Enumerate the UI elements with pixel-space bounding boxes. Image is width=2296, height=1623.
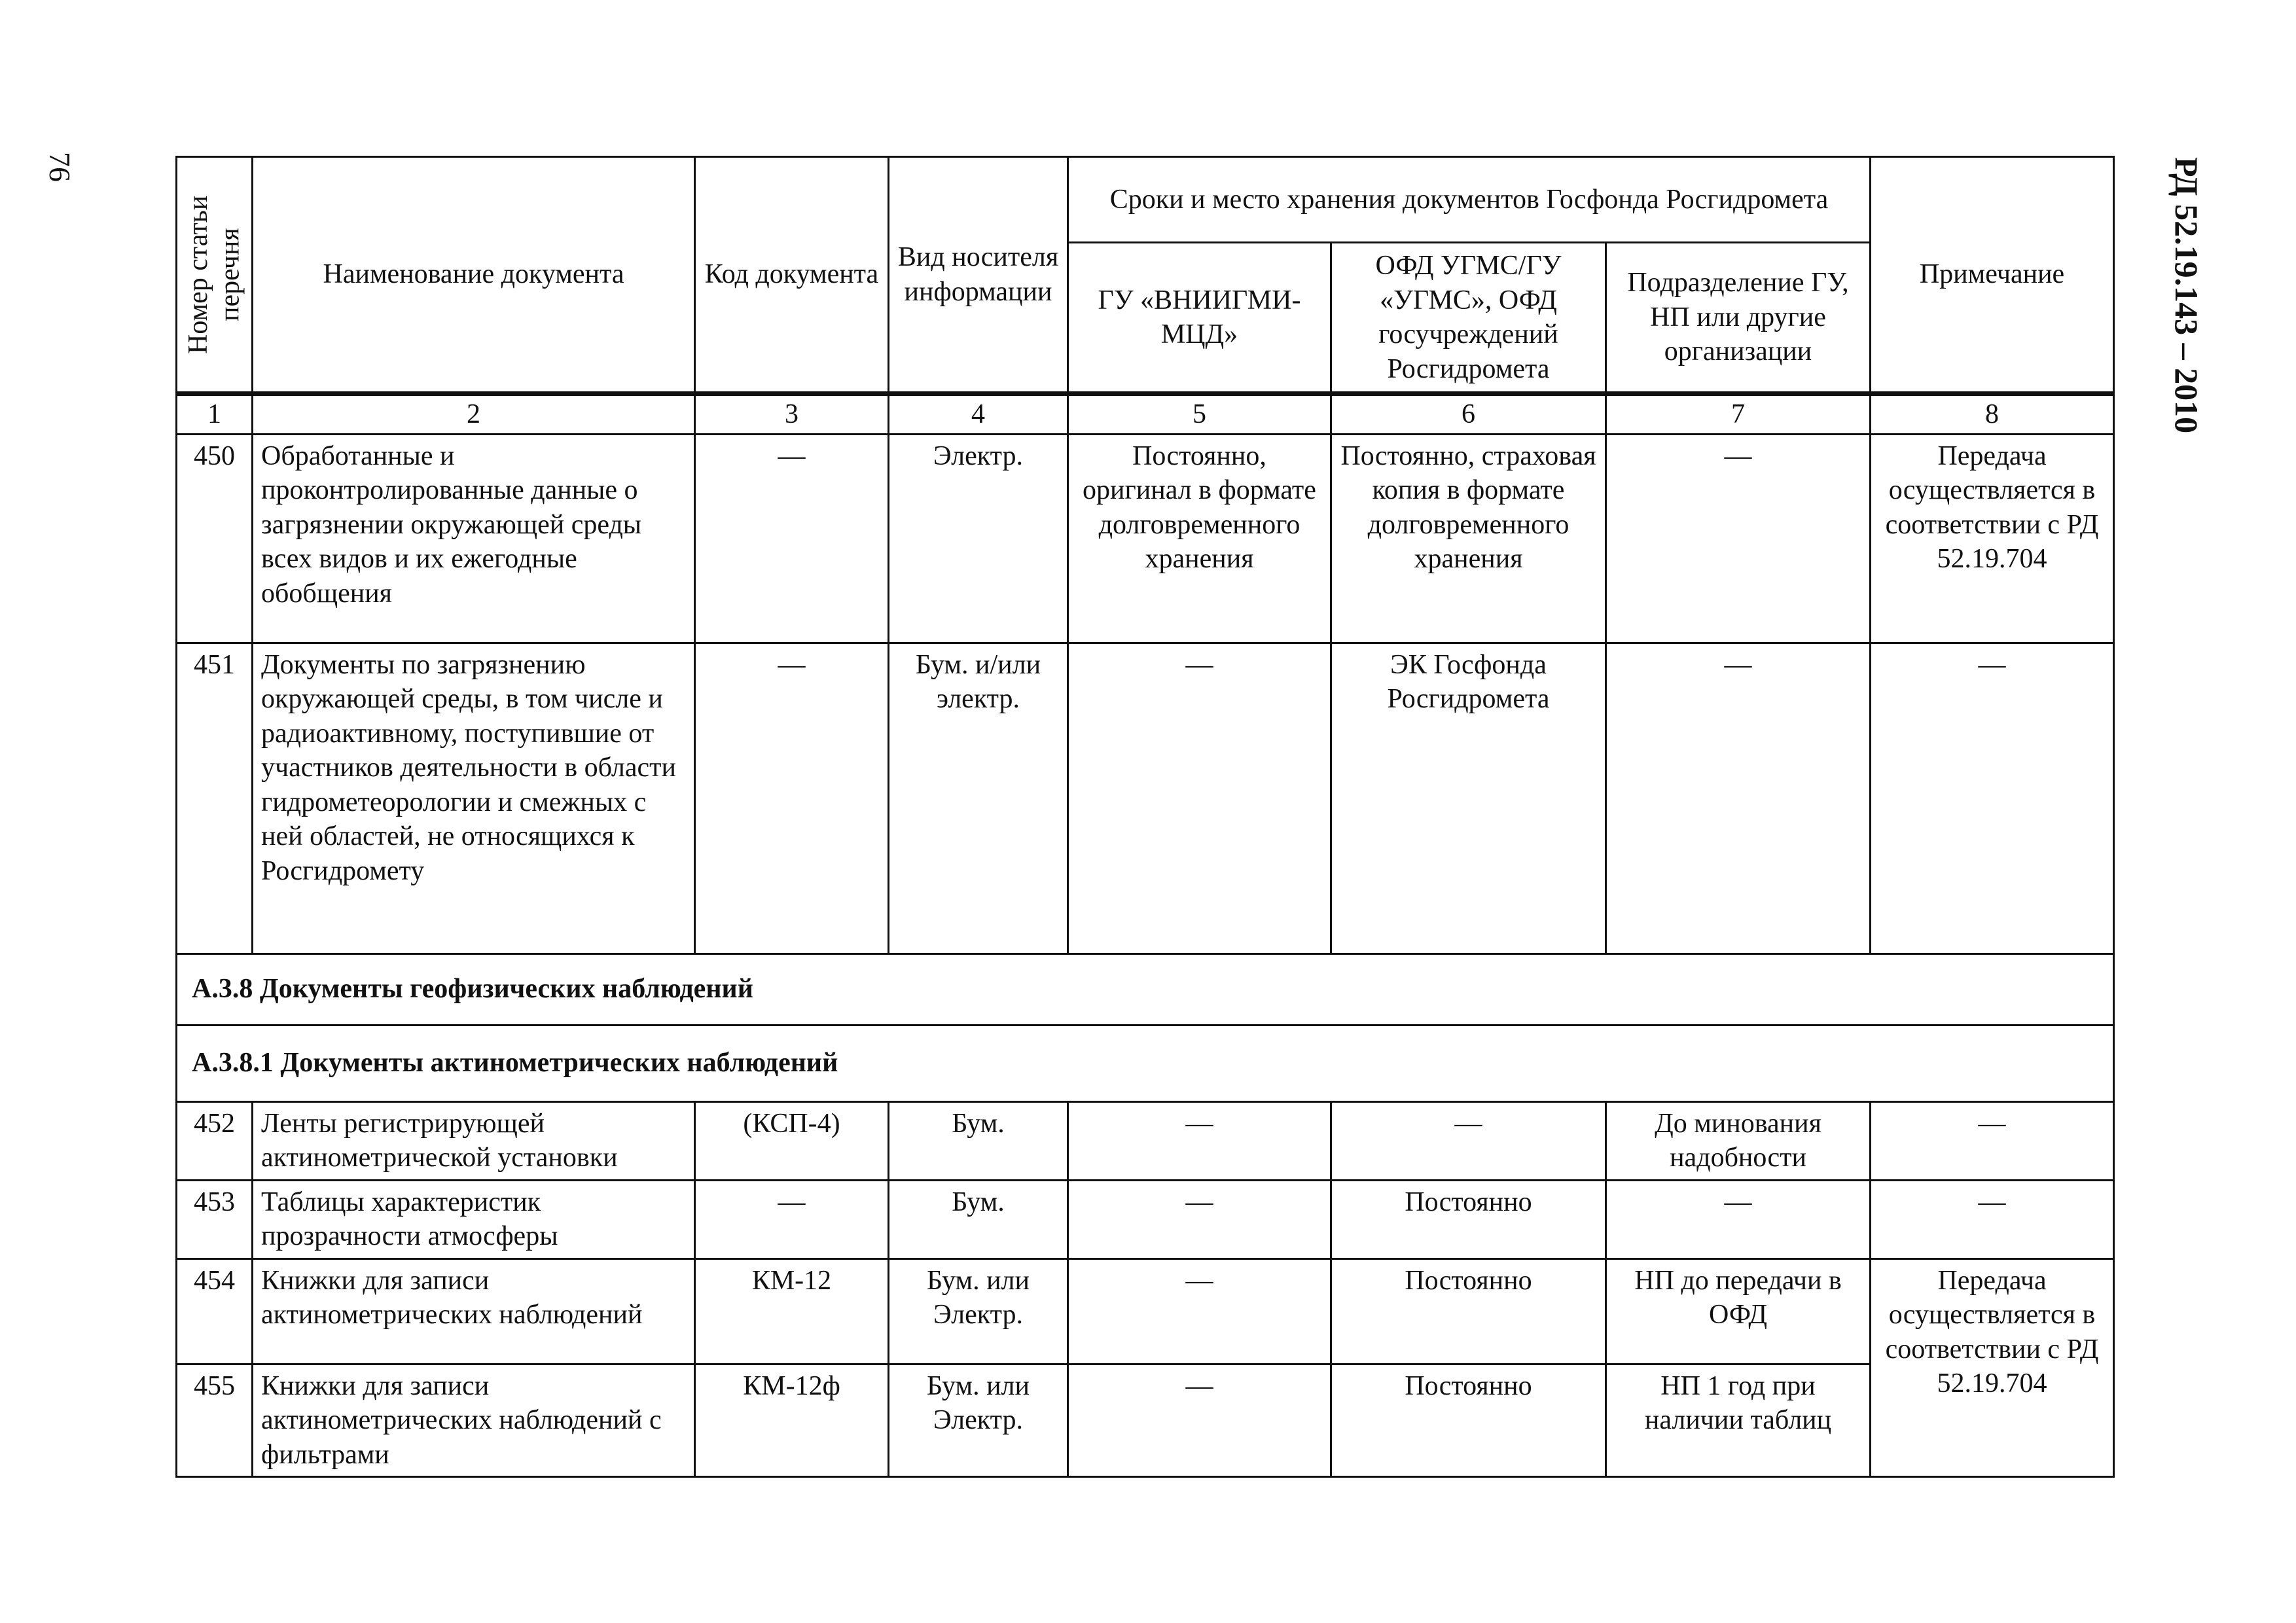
document-name-cell: Документы по загрязнению окружающей среды, в том числе и радиоактивному, поступившие от участников деятельности в области гидрометеорологии и смежных с ней областей, не относящихся к Росгидромету xyxy=(253,643,695,954)
column-number: 8 xyxy=(1871,394,2114,435)
table-row xyxy=(177,1258,2114,1364)
vniigmi-cell: — xyxy=(1068,1180,1331,1258)
media-cell: Электр. xyxy=(889,434,1068,643)
table-row xyxy=(177,434,2114,643)
note-cell: Передача осуществляется в соответствии с РД 52.19.704 xyxy=(1871,434,2114,643)
ofd-cell: Постоянно xyxy=(1331,1364,1606,1477)
ofd-cell: ЭК Госфонда Росгидромета xyxy=(1331,643,1606,954)
column-number: 7 xyxy=(1606,394,1871,435)
document-name-cell: Книжки для записи актинометрических наблюдений с фильтрами xyxy=(253,1364,695,1477)
subdivision-cell: НП до передачи в ОФД xyxy=(1606,1258,1871,1364)
document-name-cell: Ленты регистрирующей актинометрической установки xyxy=(253,1101,695,1180)
header-media-type: Вид носителя информации xyxy=(889,157,1068,394)
header-vniigmi: ГУ «ВНИИГМИ-МЦД» xyxy=(1068,243,1331,394)
table-row xyxy=(177,1364,2114,1477)
document-code-cell: (КСП-4) xyxy=(695,1101,889,1180)
vniigmi-cell: — xyxy=(1068,1101,1331,1180)
column-number: 6 xyxy=(1331,394,1606,435)
table-row xyxy=(177,1101,2114,1180)
section-heading: А.3.8 Документы геофизических наблюдений xyxy=(177,954,2114,1025)
section-heading-row xyxy=(177,954,2114,1025)
vniigmi-cell: Постоянно, оригинал в формате долговременного хранения xyxy=(1068,434,1331,643)
subdivision-cell: — xyxy=(1606,434,1871,643)
row-number: 454 xyxy=(177,1258,253,1364)
vniigmi-cell: — xyxy=(1068,643,1331,954)
column-number: 4 xyxy=(889,394,1068,435)
media-cell: Бум. и/или электр. xyxy=(889,643,1068,954)
document-register-table xyxy=(175,156,2115,1478)
document-code-cell: — xyxy=(695,643,889,954)
page-number: 76 xyxy=(43,152,77,182)
vniigmi-cell: — xyxy=(1068,1364,1331,1477)
document-name-cell: Таблицы характеристик прозрачности атмосферы xyxy=(253,1180,695,1258)
document-name-cell: Обработанные и проконтролированные данные о загрязнении окружающей среды всех видов и их ежегодные обобщения xyxy=(253,434,695,643)
document-code-cell: — xyxy=(695,1180,889,1258)
header-item-number: Номер статьи перечня xyxy=(177,157,253,394)
ofd-cell: Постоянно xyxy=(1331,1258,1606,1364)
table-row xyxy=(177,643,2114,954)
row-number: 455 xyxy=(177,1364,253,1477)
media-cell: Бум. xyxy=(889,1180,1068,1258)
subdivision-cell: — xyxy=(1606,643,1871,954)
subdivision-cell: НП 1 год при наличии таблиц xyxy=(1606,1364,1871,1477)
document-code: РД 52.19.143 – 2010 xyxy=(2168,157,2205,434)
media-cell: Бум. или Электр. xyxy=(889,1364,1068,1477)
subdivision-cell: До минования надобности xyxy=(1606,1101,1871,1180)
header-note: Примечание xyxy=(1871,157,2114,394)
note-cell: — xyxy=(1871,1101,2114,1180)
ofd-cell: — xyxy=(1331,1101,1606,1180)
column-number: 2 xyxy=(253,394,695,435)
ofd-cell: Постоянно, страховая копия в формате долговременного хранения xyxy=(1331,434,1606,643)
header-document-code: Код документа xyxy=(695,157,889,394)
document-code-cell: КМ-12 xyxy=(695,1258,889,1364)
column-number-row xyxy=(177,394,2114,435)
row-number: 450 xyxy=(177,434,253,643)
media-cell: Бум. xyxy=(889,1101,1068,1180)
column-number: 1 xyxy=(177,394,253,435)
header-ofd: ОФД УГМС/ГУ «УГМС», ОФД госучреждений Росгидромета xyxy=(1331,243,1606,394)
document-code-cell: — xyxy=(695,434,889,643)
row-number: 452 xyxy=(177,1101,253,1180)
media-cell: Бум. или Электр. xyxy=(889,1258,1068,1364)
vniigmi-cell: — xyxy=(1068,1258,1331,1364)
subsection-heading: А.3.8.1 Документы актинометрических наблюдений xyxy=(177,1025,2114,1101)
note-cell: — xyxy=(1871,1180,2114,1258)
header-subdivision: Подразделение ГУ, НП или другие организации xyxy=(1606,243,1871,394)
document-code-cell: КМ-12ф xyxy=(695,1364,889,1477)
header-document-name: Наименование документа xyxy=(253,157,695,394)
document-name-cell: Книжки для записи актинометрических наблюдений xyxy=(253,1258,695,1364)
column-number: 3 xyxy=(695,394,889,435)
row-number: 453 xyxy=(177,1180,253,1258)
table-row xyxy=(177,1180,2114,1258)
subdivision-cell: — xyxy=(1606,1180,1871,1258)
header-storage-group: Сроки и место хранения документов Госфонда Росгидромета xyxy=(1068,157,1871,243)
ofd-cell: Постоянно xyxy=(1331,1180,1606,1258)
note-cell: Передача осуществляется в соответствии с РД 52.19.704 xyxy=(1871,1258,2114,1477)
row-number: 451 xyxy=(177,643,253,954)
note-cell: — xyxy=(1871,643,2114,954)
column-number: 5 xyxy=(1068,394,1331,435)
subsection-heading-row xyxy=(177,1025,2114,1101)
